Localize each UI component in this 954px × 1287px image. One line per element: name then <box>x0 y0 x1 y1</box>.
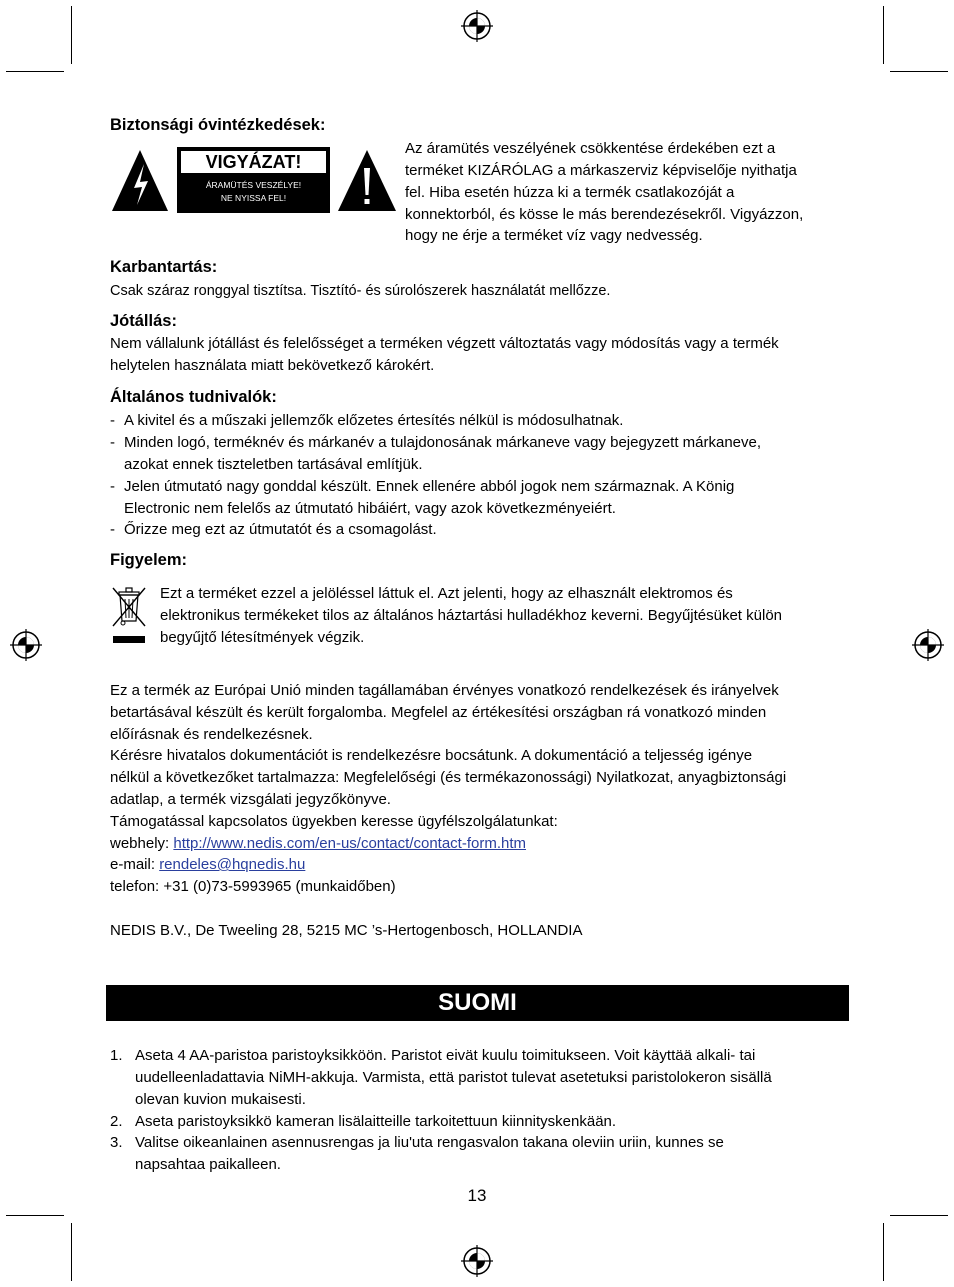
caution-line-2: NE NYISSA FEL! <box>220 193 287 203</box>
safety-text-line: konnektorból, és kösse le más berendezésekről. Vigyázzon, <box>405 206 804 223</box>
safety-text-line: fel. Hiba esetén húzza ki a termék csatlakozóját a <box>405 184 735 201</box>
safety-heading: Biztonsági óvintézkedések: <box>110 116 326 134</box>
section-banner: SUOMI <box>106 985 849 1021</box>
crop-mark <box>71 1223 72 1281</box>
website-line <box>110 833 526 855</box>
crop-mark <box>883 6 884 64</box>
caution-title: VIGYÁZAT! <box>180 150 327 174</box>
crop-mark <box>6 71 64 72</box>
attention-heading: Figyelem: <box>110 551 188 569</box>
safety-text-line: hogy ne érje a terméket víz vagy nedvesség. <box>405 227 703 244</box>
crop-mark <box>890 71 948 72</box>
email-label: e-mail: <box>110 856 160 873</box>
warranty-text-line: helytelen használata miatt bekövetkező károkért. <box>110 357 435 374</box>
compliance-text-line: nélkül a következőket tartalmazza: Megfelelőségi (és termékazonossági) Nyilatkozat, anyagbiztonsági <box>110 769 787 786</box>
website-link[interactable]: http://www.nedis.com/en-us/contact/contact-form.htm <box>173 835 527 852</box>
registration-mark-icon <box>460 9 494 43</box>
exclamation-warning-icon <box>336 148 398 213</box>
electric-shock-warning-icon <box>110 148 170 213</box>
maintenance-text: Csak száraz ronggyal tisztítsa. Tisztító- és súrolószerek használatát mellőzze. <box>110 283 611 299</box>
phone-line: telefon: +31 (0)73-5993965 (munkaidőben) <box>110 878 396 895</box>
maintenance-heading: Karbantartás: <box>110 258 218 276</box>
email-link[interactable]: rendeles@hqnedis.hu <box>159 856 306 873</box>
crossed-bin-icon <box>110 585 148 647</box>
compliance-text-line: Kérésre hivatalos dokumentációt is rendelkezésre bocsátunk. A dokumentáció a teljesség igénye <box>110 747 753 764</box>
warranty-heading: Jótállás: <box>110 312 177 330</box>
general-heading: Általános tudnivalók: <box>110 388 277 406</box>
address-line: NEDIS B.V., De Tweeling 28, 5215 MC ’s-Hertogenbosch, HOLLANDIA <box>110 922 583 939</box>
compliance-text-line: Támogatással kapcsolatos ügyekben keresse ügyfélszolgálatunkat: <box>110 813 558 830</box>
caution-label <box>177 147 330 213</box>
compliance-text-line: előírásnak és rendelkezésnek. <box>110 726 313 743</box>
registration-mark-icon <box>460 1244 494 1278</box>
website-label: webhely: <box>110 835 174 852</box>
registration-mark-icon <box>911 628 945 662</box>
attention-text-line: begyűjtő létesítmények végzik. <box>160 629 365 646</box>
attention-text-line: elektronikus termékeket tilos az általános háztartási hulladékhoz keverni. Begyűjtésüket külön <box>160 607 783 624</box>
page-number: 13 <box>467 1186 487 1205</box>
email-line <box>110 854 305 876</box>
compliance-text-line: adatlap, a termék vizsgálati jegyzőkönyve. <box>110 791 391 808</box>
safety-text-line: Az áramütés veszélyének csökkentése érdekében ezt a <box>405 140 776 157</box>
crop-mark <box>890 1215 948 1216</box>
attention-text-line: Ezt a terméket ezzel a jelöléssel láttuk el. Azt jelenti, hogy az elhasznált elektromos és <box>160 585 733 602</box>
safety-text-line: terméket KIZÁRÓLAG a márkaszerviz képviselője nyithatja <box>405 162 797 179</box>
crop-mark <box>883 1223 884 1281</box>
caution-line-1: ÁRAMÜTÉS VESZÉLYE! <box>205 180 302 190</box>
crop-mark <box>6 1215 64 1216</box>
registration-mark-icon <box>9 628 43 662</box>
compliance-text-line: Ez a termék az Európai Unió minden tagállamában érvényes vonatkozó rendelkezések és irányelvek <box>110 682 779 699</box>
compliance-text-line: betartásával készült és került forgalomba. Megfelel az értékesítési országban rá vonatkozó minden <box>110 704 767 721</box>
warranty-text-line: Nem vállalunk jótállást és felelősséget a terméken végzett változtatás vagy módosítás vagy a termék <box>110 335 779 352</box>
crop-mark <box>71 6 72 64</box>
